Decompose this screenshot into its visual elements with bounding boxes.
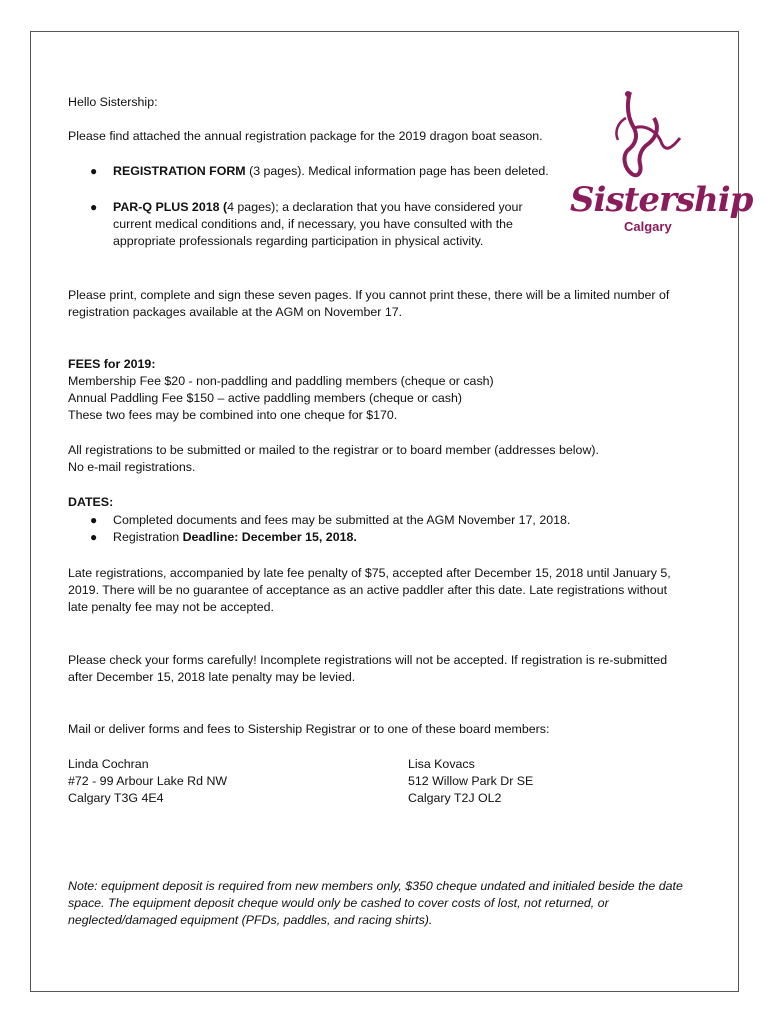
doc-item-parq-line3: appropriate professionals regarding participation in physical activity. <box>113 234 484 248</box>
bullet: ● <box>90 164 98 178</box>
submission-line2: No e-mail registrations. <box>68 460 196 474</box>
submission-line1: All registrations to be submitted or mailed to the registrar or to board member (addresses below). <box>68 443 599 457</box>
print-note-line1: Please print, complete and sign these seven pages. If you cannot print these, there will be a limited number of <box>68 288 670 302</box>
dates-item1: Completed documents and fees may be submitted at the AGM November 17, 2018. <box>113 513 571 527</box>
note-line1: Note: equipment deposit is required from new members only, $350 cheque undated and initialed beside the date <box>68 879 683 893</box>
logo-city: Calgary <box>624 219 672 234</box>
sistership-logo <box>568 88 753 238</box>
contact-name: Lisa Kovacs <box>408 757 475 771</box>
contact-city: Calgary T3G 4E4 <box>68 791 164 805</box>
dates-heading: DATES: <box>68 495 114 509</box>
fees-line2: Annual Paddling Fee $150 – active paddling members (cheque or cash) <box>68 391 462 405</box>
fees-line1: Membership Fee $20 - non-paddling and paddling members (cheque or cash) <box>68 374 494 388</box>
bullet: ● <box>90 513 98 527</box>
doc-item-parq: PAR-Q PLUS 2018 (4 pages); a declaration that you have considered your <box>113 200 523 214</box>
late-line1: Late registrations, accompanied by late fee penalty of $75, accepted after December 15, 2018 until January 5, <box>68 566 671 580</box>
note-line3: neglected/damaged equipment (PFDs, paddles, and racing shirts). <box>68 913 433 927</box>
fees-line3: These two fees may be combined into one cheque for $170. <box>68 408 398 422</box>
fees-heading: FEES for 2019: <box>68 357 156 371</box>
logo-wordmark: Sistership <box>570 180 753 220</box>
intro-text: Please find attached the annual registration package for the 2019 dragon boat season. <box>68 129 543 143</box>
contact-street: #72 - 99 Arbour Lake Rd NW <box>68 774 228 788</box>
late-line3: late penalty fee may not be accepted. <box>68 600 274 614</box>
bullet: ● <box>90 200 98 214</box>
check-line2: after December 15, 2018 late penalty may be levied. <box>68 670 356 684</box>
contact-street: 512 Willow Park Dr SE <box>408 774 534 788</box>
contact-city: Calgary T2J OL2 <box>408 791 502 805</box>
print-note-line2: registration packages available at the AGM on November 17. <box>68 305 403 319</box>
bullet: ● <box>90 530 98 544</box>
mail-instructions: Mail or deliver forms and fees to Sistership Registrar or to one of these board members: <box>68 722 550 736</box>
greeting: Hello Sistership: <box>68 95 158 109</box>
doc-item-parq-line2: current medical conditions and, if necessary, you have consulted with the <box>113 217 513 231</box>
dates-item2: Registration Deadline: December 15, 2018. <box>113 530 357 544</box>
late-line2: 2019. There will be no guarantee of acceptance as an active paddler after this date. Late registrations without <box>68 583 668 597</box>
note-line2: space. The equipment deposit cheque would only be cashed to cover costs of lost, not returned, or <box>68 896 609 910</box>
check-line1: Please check your forms carefully! Incomplete registrations will not be accepted. If registration is re-submitted <box>68 653 668 667</box>
doc-item-registration-form: REGISTRATION FORM (3 pages). Medical information page has been deleted. <box>113 164 549 178</box>
contact-name: Linda Cochran <box>68 757 149 771</box>
